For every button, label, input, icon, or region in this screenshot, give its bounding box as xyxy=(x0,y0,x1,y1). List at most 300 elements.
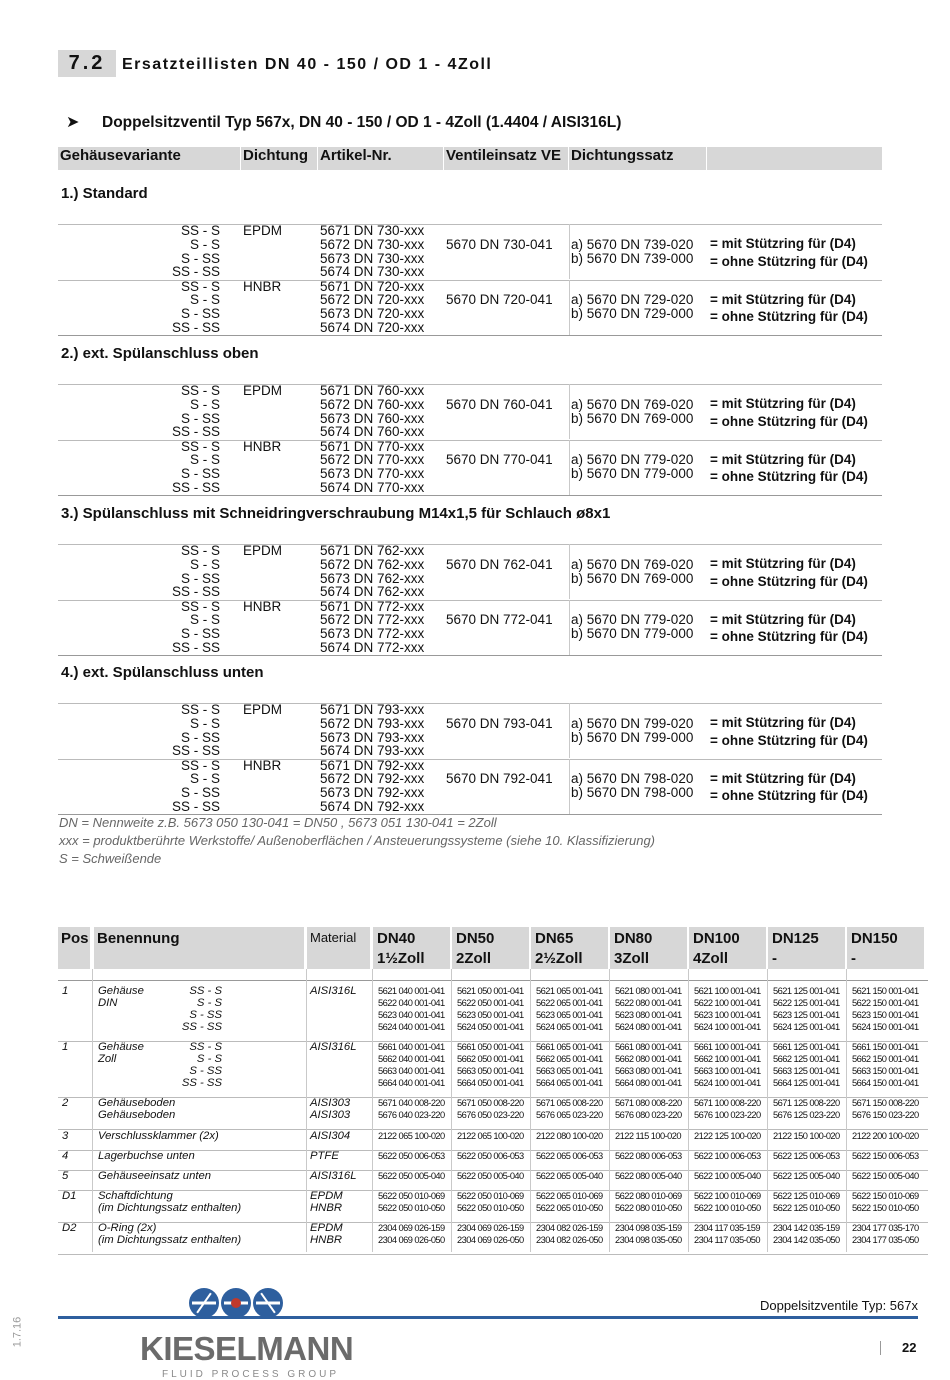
note-without-ring: = ohne Stützring für (D4) xyxy=(710,732,868,748)
t2-pos: 1 xyxy=(62,985,69,997)
article-number: 5674 DN 793-xxx xyxy=(320,743,425,759)
t2-part-number: 2122 115 100-020 xyxy=(615,1131,681,1141)
t2-name-0: Gehäuseeinsatz unten xyxy=(98,1170,212,1182)
t2-part-number: 5622 065 010-050 xyxy=(536,1203,603,1213)
t2-part-number: 2304 069 026-050 xyxy=(457,1235,524,1245)
t2-column-separator xyxy=(767,969,768,1252)
t2-part-number: 5662 125 001-041 xyxy=(773,1054,840,1064)
t2-part-number: 5661 100 001-041 xyxy=(694,1042,761,1052)
t2-part-number: 5662 150 001-041 xyxy=(852,1054,919,1064)
t2-part-number: 5622 100 010-069 xyxy=(694,1191,761,1201)
t2-variant: SS - SS xyxy=(181,1021,222,1033)
housing-variant: SS - S xyxy=(180,278,220,294)
housing-variant: SS - S xyxy=(180,598,220,614)
housing-variant: S - S xyxy=(189,771,220,787)
t2-part-number: 5621 080 001-041 xyxy=(615,986,682,996)
t2-size-header xyxy=(610,927,687,969)
t2-name-0: Verschlussklammer (2x) xyxy=(98,1130,219,1142)
t2-part-number: 5622 050 010-050 xyxy=(378,1203,445,1213)
article-number: 5673 DN 730-xxx xyxy=(320,250,425,266)
t2-part-number: 5663 040 001-041 xyxy=(378,1066,445,1076)
housing-variant: S - S xyxy=(189,292,220,308)
t2-header-pos-cell xyxy=(58,927,90,969)
t2-column-separator xyxy=(530,969,531,1252)
t2-part-number: 5663 125 001-041 xyxy=(773,1066,840,1076)
t2-part-number: 5622 080 005-040 xyxy=(615,1171,682,1181)
t2-part-number: 5622 050 001-041 xyxy=(457,998,524,1008)
t2-name-1: Zoll xyxy=(98,1053,117,1065)
t2-part-number: 2304 142 035-159 xyxy=(773,1223,840,1233)
article-number: 5672 DN 792-xxx xyxy=(320,771,425,787)
valve-insert: 5670 DN 762-041 xyxy=(446,556,553,572)
seal-material: HNBR xyxy=(243,598,282,614)
t2-variant: SS - SS xyxy=(181,1077,222,1089)
t2-part-number: 5662 050 001-041 xyxy=(457,1054,524,1064)
t2-part-number: 5622 125 010-050 xyxy=(773,1203,840,1213)
t2-part-number: 5622 050 005-040 xyxy=(457,1171,524,1181)
housing-variant: S - SS xyxy=(180,785,220,801)
t2-part-number: 5664 150 001-041 xyxy=(852,1078,919,1088)
valve-insert: 5670 DN 730-041 xyxy=(446,236,553,252)
t2-part-number: 5676 100 023-220 xyxy=(694,1110,761,1120)
t2-material-1: HNBR xyxy=(310,1234,343,1246)
article-number: 5671 DN 760-xxx xyxy=(320,383,425,398)
t2-pos: D2 xyxy=(62,1222,77,1234)
note-without-ring: = ohne Stützring für (D4) xyxy=(710,309,868,324)
size-inch: 1½Zoll xyxy=(377,950,425,967)
t2-part-number: 5664 080 001-041 xyxy=(615,1078,682,1088)
t2-variant: SS - S xyxy=(189,985,222,997)
seal-set-b: b) 5670 DN 739-000 xyxy=(571,250,694,266)
t2-part-number: 5622 150 001-041 xyxy=(852,998,919,1008)
t2-name-1: DIN xyxy=(98,997,118,1009)
t2-part-number: 5662 080 001-041 xyxy=(615,1054,682,1064)
section-title: Ersatzteillisten DN 40 - 150 / OD 1 - 4Zoll xyxy=(122,56,493,73)
housing-variant: S - S xyxy=(189,556,220,572)
article-number: 5674 DN 720-xxx xyxy=(320,319,425,335)
seal-set-a: a) 5670 DN 799-020 xyxy=(571,715,694,731)
housing-variant: SS - SS xyxy=(171,424,220,440)
t2-part-number: 5622 050 010-069 xyxy=(378,1191,445,1201)
housing-variant: SS - S xyxy=(180,757,220,773)
t2-part-number: 5664 125 001-041 xyxy=(773,1078,840,1088)
seal-set-b: b) 5670 DN 799-000 xyxy=(571,729,694,745)
t2-material-0: AISI316L xyxy=(310,1041,357,1053)
seal-material: HNBR xyxy=(243,278,282,294)
t2-part-number: 5671 100 008-220 xyxy=(694,1098,761,1108)
t2-material-0: EPDM xyxy=(310,1190,343,1202)
t2-row-line xyxy=(58,1254,928,1255)
t2-material-0: AISI304 xyxy=(310,1130,351,1142)
t2-part-number: 5661 050 001-041 xyxy=(457,1042,524,1052)
t2-name-1: (im Dichtungssatz enthalten) xyxy=(98,1202,242,1214)
t2-part-number: 5621 125 001-041 xyxy=(773,986,840,996)
size-dn: DN100 xyxy=(693,930,740,947)
note-without-ring: = ohne Stützring für (D4) xyxy=(710,573,868,589)
article-number: 5671 DN 772-xxx xyxy=(320,598,425,614)
t2-header-name-cell xyxy=(94,927,304,969)
column-separator xyxy=(569,440,570,495)
t2-part-number: 5671 050 008-220 xyxy=(457,1098,524,1108)
header-seal: Dichtung xyxy=(243,147,308,164)
subtitle: Doppelsitzventil Typ 567x, DN 40 - 150 / OD 1 - 4Zoll (1.4404 / AISI316L) xyxy=(102,114,622,131)
housing-variant: S - SS xyxy=(180,410,220,426)
t2-variant: S - SS xyxy=(189,1009,222,1021)
t2-part-number: 5622 150 006-053 xyxy=(852,1151,919,1161)
size-dn: DN40 xyxy=(377,930,416,947)
housing-variant: SS - SS xyxy=(171,743,220,759)
column-separator xyxy=(569,703,570,758)
t2-part-number: 5622 050 006-053 xyxy=(378,1151,445,1161)
size-inch: 2Zoll xyxy=(456,950,492,967)
t2-size-header xyxy=(689,927,766,969)
t2-variant: S - S xyxy=(196,997,222,1009)
article-number: 5672 DN 730-xxx xyxy=(320,236,425,252)
t2-part-number: 2304 069 026-159 xyxy=(457,1223,524,1233)
valve-insert: 5670 DN 792-041 xyxy=(446,771,553,787)
t2-part-number: 5622 065 006-053 xyxy=(536,1151,603,1161)
size-inch: 2½Zoll xyxy=(535,950,583,967)
housing-variant: S - SS xyxy=(180,466,220,482)
t2-part-number: 5621 040 001-041 xyxy=(378,986,445,996)
seal-set-b: b) 5670 DN 769-000 xyxy=(571,410,694,426)
t2-part-number: 5622 080 010-050 xyxy=(615,1203,682,1213)
size-inch: - xyxy=(772,950,777,967)
t2-header-pos: Pos xyxy=(61,930,89,947)
t2-part-number: 5662 040 001-041 xyxy=(378,1054,445,1064)
t2-part-number: 5624 050 001-041 xyxy=(457,1022,524,1032)
housing-variant: SS - SS xyxy=(171,319,220,335)
housing-variant: SS - SS xyxy=(171,798,220,814)
t2-part-number: 5622 100 001-041 xyxy=(694,998,761,1008)
article-number: 5673 DN 760-xxx xyxy=(320,410,425,426)
t2-pos: 2 xyxy=(62,1097,69,1109)
column-separator xyxy=(569,544,570,599)
valve-insert: 5670 DN 793-041 xyxy=(446,715,553,731)
t2-part-number: 5622 065 001-041 xyxy=(536,998,603,1008)
t2-name-0: Gehäuse xyxy=(98,1041,144,1053)
t2-material-0: AISI316L xyxy=(310,985,357,997)
header-variant: Gehäusevariante xyxy=(60,147,181,164)
t2-material-0: AISI316L xyxy=(310,1170,357,1182)
article-number: 5672 DN 762-xxx xyxy=(320,556,425,572)
t2-part-number: 2304 142 035-050 xyxy=(773,1235,840,1245)
brand-name: KIESELMANN xyxy=(140,1330,354,1367)
t2-part-number: 5663 150 001-041 xyxy=(852,1066,919,1076)
housing-variant: S - SS xyxy=(180,729,220,745)
note-with-ring: = mit Stützring für (D4) xyxy=(710,396,856,411)
note-without-ring: = ohne Stützring für (D4) xyxy=(710,413,868,429)
article-number: 5672 DN 770-xxx xyxy=(320,452,425,468)
t2-part-number: 5624 065 001-041 xyxy=(536,1022,603,1032)
t2-size-header xyxy=(768,927,845,969)
t2-column-separator xyxy=(372,969,373,1252)
group-title: 2.) ext. Spülanschluss oben xyxy=(61,345,259,362)
article-number: 5671 DN 792-xxx xyxy=(320,757,425,773)
t2-column-separator xyxy=(688,969,689,1252)
t2-variant: S - SS xyxy=(189,1065,222,1077)
seal-set-a: a) 5670 DN 779-020 xyxy=(571,612,694,628)
t2-part-number: 5661 065 001-041 xyxy=(536,1042,603,1052)
t2-pos: 1 xyxy=(62,1041,69,1053)
article-number: 5674 DN 760-xxx xyxy=(320,424,425,440)
seal-set-b: b) 5670 DN 779-000 xyxy=(571,626,694,642)
t2-part-number: 5664 065 001-041 xyxy=(536,1078,603,1088)
t2-part-number: 5663 080 001-041 xyxy=(615,1066,682,1076)
article-number: 5673 DN 772-xxx xyxy=(320,626,425,642)
column-separator xyxy=(569,224,570,279)
seal-set-b: b) 5670 DN 798-000 xyxy=(571,785,694,801)
t2-part-number: 5622 100 010-050 xyxy=(694,1203,761,1213)
group-bottom-line xyxy=(58,655,882,656)
housing-variant: S - S xyxy=(189,452,220,468)
footnote-xxx: xxx = produktberührte Werkstoffe/ Außenoberflächen / Ansteuerungssysteme (siehe 10. Klassifizierung) xyxy=(59,833,656,848)
t2-part-number: 5622 100 006-053 xyxy=(694,1151,761,1161)
t2-pos: 4 xyxy=(62,1150,69,1162)
t2-part-number: 5661 125 001-041 xyxy=(773,1042,840,1052)
seal-material: EPDM xyxy=(243,543,283,558)
t2-name-1: Gehäuseboden xyxy=(98,1109,176,1121)
t2-variant: S - S xyxy=(196,1053,222,1065)
t2-name-0: Gehäuseboden xyxy=(98,1097,176,1109)
t2-part-number: 5622 125 005-040 xyxy=(773,1171,840,1181)
housing-variant: SS - S xyxy=(180,438,220,454)
t2-material-0: AISI303 xyxy=(310,1097,351,1109)
t2-part-number: 5622 080 001-041 xyxy=(615,998,682,1008)
t2-part-number: 5621 050 001-041 xyxy=(457,986,524,996)
t2-part-number: 5624 040 001-041 xyxy=(378,1022,445,1032)
t2-part-number: 2304 117 035-050 xyxy=(694,1235,760,1245)
t2-pos: 5 xyxy=(62,1170,69,1182)
t2-part-number: 5621 065 001-041 xyxy=(536,986,603,996)
valve-insert: 5670 DN 720-041 xyxy=(446,292,553,308)
t2-material-1: AISI303 xyxy=(310,1109,351,1121)
note-with-ring: = mit Stützring für (D4) xyxy=(710,770,856,786)
t2-part-number: 5624 080 001-041 xyxy=(615,1022,682,1032)
seal-material: HNBR xyxy=(243,757,282,773)
t2-part-number: 2304 082 026-159 xyxy=(536,1223,603,1233)
note-without-ring: = ohne Stützring für (D4) xyxy=(710,629,868,644)
t2-size-header xyxy=(373,927,450,969)
article-number: 5674 DN 770-xxx xyxy=(320,479,425,495)
t2-part-number: 5671 125 008-220 xyxy=(773,1098,840,1108)
t2-name-1: (im Dichtungssatz enthalten) xyxy=(98,1234,242,1246)
housing-variant: SS - SS xyxy=(171,639,220,655)
article-number: 5673 DN 792-xxx xyxy=(320,785,425,801)
header-article: Artikel-Nr. xyxy=(320,147,392,164)
t2-part-number: 5662 100 001-041 xyxy=(694,1054,761,1064)
t2-size-header xyxy=(847,927,924,969)
note-with-ring: = mit Stützring für (D4) xyxy=(710,291,856,307)
t2-part-number: 5621 100 001-041 xyxy=(694,986,761,996)
t2-part-number: 5621 150 001-041 xyxy=(852,986,919,996)
housing-variant: S - S xyxy=(189,612,220,628)
housing-variant: SS - S xyxy=(180,383,220,398)
size-dn: DN80 xyxy=(614,930,653,947)
seal-set-b: b) 5670 DN 769-000 xyxy=(571,570,694,586)
article-number: 5672 DN 720-xxx xyxy=(320,292,425,308)
t2-part-number: 5623 080 001-041 xyxy=(615,1010,682,1020)
article-number: 5672 DN 793-xxx xyxy=(320,715,425,731)
t2-part-number: 5676 150 023-220 xyxy=(852,1110,919,1120)
housing-variant: S - SS xyxy=(180,306,220,322)
group-title: 1.) Standard xyxy=(61,185,148,202)
table1-header xyxy=(58,147,882,170)
t2-name-0: Lagerbuchse unten xyxy=(98,1150,195,1162)
article-number: 5671 DN 770-xxx xyxy=(320,438,425,454)
t2-size-header xyxy=(452,927,529,969)
kieselmann-logo-icon xyxy=(186,1286,286,1320)
t2-part-number: 2122 080 100-020 xyxy=(536,1131,603,1141)
t2-variant: SS - S xyxy=(189,1041,222,1053)
t2-part-number: 5662 065 001-041 xyxy=(536,1054,603,1064)
t2-part-number: 5623 125 001-041 xyxy=(773,1010,840,1020)
housing-variant: SS - SS xyxy=(171,264,220,280)
housing-variant: SS - SS xyxy=(171,479,220,495)
footnote-s: S = Schweißende xyxy=(59,851,162,866)
t2-part-number: 5676 040 023-220 xyxy=(378,1110,445,1120)
t2-part-number: 5671 150 008-220 xyxy=(852,1098,919,1108)
note-with-ring: = mit Stützring für (D4) xyxy=(710,715,856,730)
t2-pos: 3 xyxy=(62,1130,69,1142)
article-number: 5671 DN 720-xxx xyxy=(320,278,425,294)
t2-part-number: 2122 150 100-020 xyxy=(773,1131,840,1141)
t2-part-number: 5623 100 001-041 xyxy=(694,1010,761,1020)
t2-name-0: Schaftdichtung xyxy=(98,1190,173,1202)
t2-part-number: 5623 050 001-041 xyxy=(457,1010,524,1020)
seal-set-a: a) 5670 DN 739-020 xyxy=(571,236,694,252)
t2-part-number: 5622 050 010-050 xyxy=(457,1203,524,1213)
t2-part-number: 2304 069 026-159 xyxy=(378,1223,445,1233)
t2-part-number: 5661 080 001-041 xyxy=(615,1042,682,1052)
group-bottom-line xyxy=(58,335,882,336)
seal-set-a: a) 5670 DN 769-020 xyxy=(571,396,694,412)
t2-part-number: 5624 125 001-041 xyxy=(773,1022,840,1032)
housing-variant: S - SS xyxy=(180,250,220,266)
t2-material-0: PTFE xyxy=(310,1150,339,1162)
seal-material: EPDM xyxy=(243,702,283,717)
t2-top-line xyxy=(58,980,928,981)
t2-header-material-cell xyxy=(307,927,370,969)
brand-tagline: FLUID PROCESS GROUP xyxy=(162,1369,340,1380)
note-without-ring: = ohne Stützring für (D4) xyxy=(710,788,868,803)
article-number: 5672 DN 760-xxx xyxy=(320,396,425,412)
seal-set-a: a) 5670 DN 779-020 xyxy=(571,452,694,468)
column-separator xyxy=(569,600,570,655)
column-separator xyxy=(569,384,570,439)
note-without-ring: = ohne Stützring für (D4) xyxy=(710,253,868,269)
size-inch: 3Zoll xyxy=(614,950,650,967)
date-stamp-box xyxy=(11,1304,38,1364)
t2-part-number: 5676 080 023-220 xyxy=(615,1110,682,1120)
note-without-ring: = ohne Stützring für (D4) xyxy=(710,469,868,484)
t2-part-number: 5661 040 001-041 xyxy=(378,1042,445,1052)
housing-variant: S - SS xyxy=(180,570,220,586)
t2-column-separator xyxy=(306,969,307,1252)
t2-header-name: Benennung xyxy=(97,930,180,947)
seal-set-b: b) 5670 DN 729-000 xyxy=(571,306,694,322)
t2-column-separator xyxy=(609,969,610,1252)
size-dn: DN150 xyxy=(851,930,898,947)
t2-part-number: 5622 150 005-040 xyxy=(852,1171,919,1181)
t2-header-material: Material xyxy=(310,930,357,945)
t2-part-number: 5676 065 023-220 xyxy=(536,1110,603,1120)
note-with-ring: = mit Stützring für (D4) xyxy=(710,451,856,467)
t2-part-number: 5622 150 010-069 xyxy=(852,1191,919,1201)
t2-part-number: 2122 125 100-020 xyxy=(694,1131,761,1141)
size-dn: DN50 xyxy=(456,930,495,947)
t2-part-number: 5671 080 008-220 xyxy=(615,1098,682,1108)
document-title: Doppelsitzventile Typ: 567x xyxy=(759,1298,918,1313)
t2-part-number: 5622 065 005-040 xyxy=(536,1171,603,1181)
article-number: 5673 DN 762-xxx xyxy=(320,570,425,586)
t2-part-number: 5622 065 010-069 xyxy=(536,1191,603,1201)
seal-set-a: a) 5670 DN 769-020 xyxy=(571,556,694,572)
t2-part-number: 5622 040 001-041 xyxy=(378,998,445,1008)
housing-variant: SS - S xyxy=(180,543,220,558)
housing-variant: S - S xyxy=(189,236,220,252)
t2-part-number: 2304 177 035-050 xyxy=(852,1235,919,1245)
t2-part-number: 5624 100 001-041 xyxy=(694,1078,761,1088)
t2-part-number: 2304 069 026-050 xyxy=(378,1235,445,1245)
housing-variant: SS - SS xyxy=(171,584,220,600)
valve-insert: 5670 DN 772-041 xyxy=(446,612,553,628)
t2-part-number: 5663 050 001-041 xyxy=(457,1066,524,1076)
article-number: 5674 DN 792-xxx xyxy=(320,798,425,814)
t2-part-number: 5623 040 001-041 xyxy=(378,1010,445,1020)
group-title: 3.) Spülanschluss mit Schneidringverschraubung M14x1,5 für Schlauch ø8x1 xyxy=(61,505,611,522)
article-number: 5673 DN 770-xxx xyxy=(320,466,425,482)
t2-part-number: 5622 125 010-069 xyxy=(773,1191,840,1201)
article-number: 5674 DN 772-xxx xyxy=(320,639,425,655)
t2-part-number: 5622 125 001-041 xyxy=(773,998,840,1008)
housing-variant: S - SS xyxy=(180,626,220,642)
t2-part-number: 5623 150 001-041 xyxy=(852,1010,919,1020)
t2-part-number: 5622 100 005-040 xyxy=(694,1171,761,1181)
seal-set-b: b) 5670 DN 779-000 xyxy=(571,466,694,482)
date-stamp: 1.7.16 xyxy=(11,1316,24,1348)
housing-variant: S - S xyxy=(189,715,220,731)
header-insert: Ventileinsatz VE xyxy=(446,147,562,164)
size-dn: DN65 xyxy=(535,930,574,947)
t2-part-number: 5622 050 010-069 xyxy=(457,1191,524,1201)
housing-variant: SS - S xyxy=(180,223,220,238)
t2-part-number: 2122 065 100-020 xyxy=(457,1131,524,1141)
t2-size-header xyxy=(531,927,608,969)
column-separator xyxy=(569,759,570,814)
valve-insert: 5670 DN 770-041 xyxy=(446,452,553,468)
t2-part-number: 5623 065 001-041 xyxy=(536,1010,603,1020)
footnote-dn: DN = Nennweite z.B. 5673 050 130-041 = DN50 , 5673 051 130-041 = 2Zoll xyxy=(59,815,497,830)
page-number: 22 xyxy=(902,1340,917,1355)
t2-part-number: 5661 150 001-041 xyxy=(852,1042,919,1052)
note-with-ring: = mit Stützring für (D4) xyxy=(710,556,856,571)
article-number: 5671 DN 762-xxx xyxy=(320,543,425,558)
t2-column-separator xyxy=(92,969,93,1252)
article-number: 5674 DN 762-xxx xyxy=(320,584,425,600)
seal-material: EPDM xyxy=(243,383,283,398)
column-separator xyxy=(569,280,570,335)
t2-part-number: 5622 050 005-040 xyxy=(378,1171,445,1181)
article-number: 5674 DN 730-xxx xyxy=(320,264,425,280)
group-title: 4.) ext. Spülanschluss unten xyxy=(61,664,264,681)
section-number: 7.2 xyxy=(58,50,116,77)
valve-insert: 5670 DN 760-041 xyxy=(446,396,553,412)
article-number: 5672 DN 772-xxx xyxy=(320,612,425,628)
t2-material-1: HNBR xyxy=(310,1202,343,1214)
header-sealset: Dichtungssatz xyxy=(571,147,674,164)
t2-part-number: 2304 098 035-159 xyxy=(615,1223,682,1233)
